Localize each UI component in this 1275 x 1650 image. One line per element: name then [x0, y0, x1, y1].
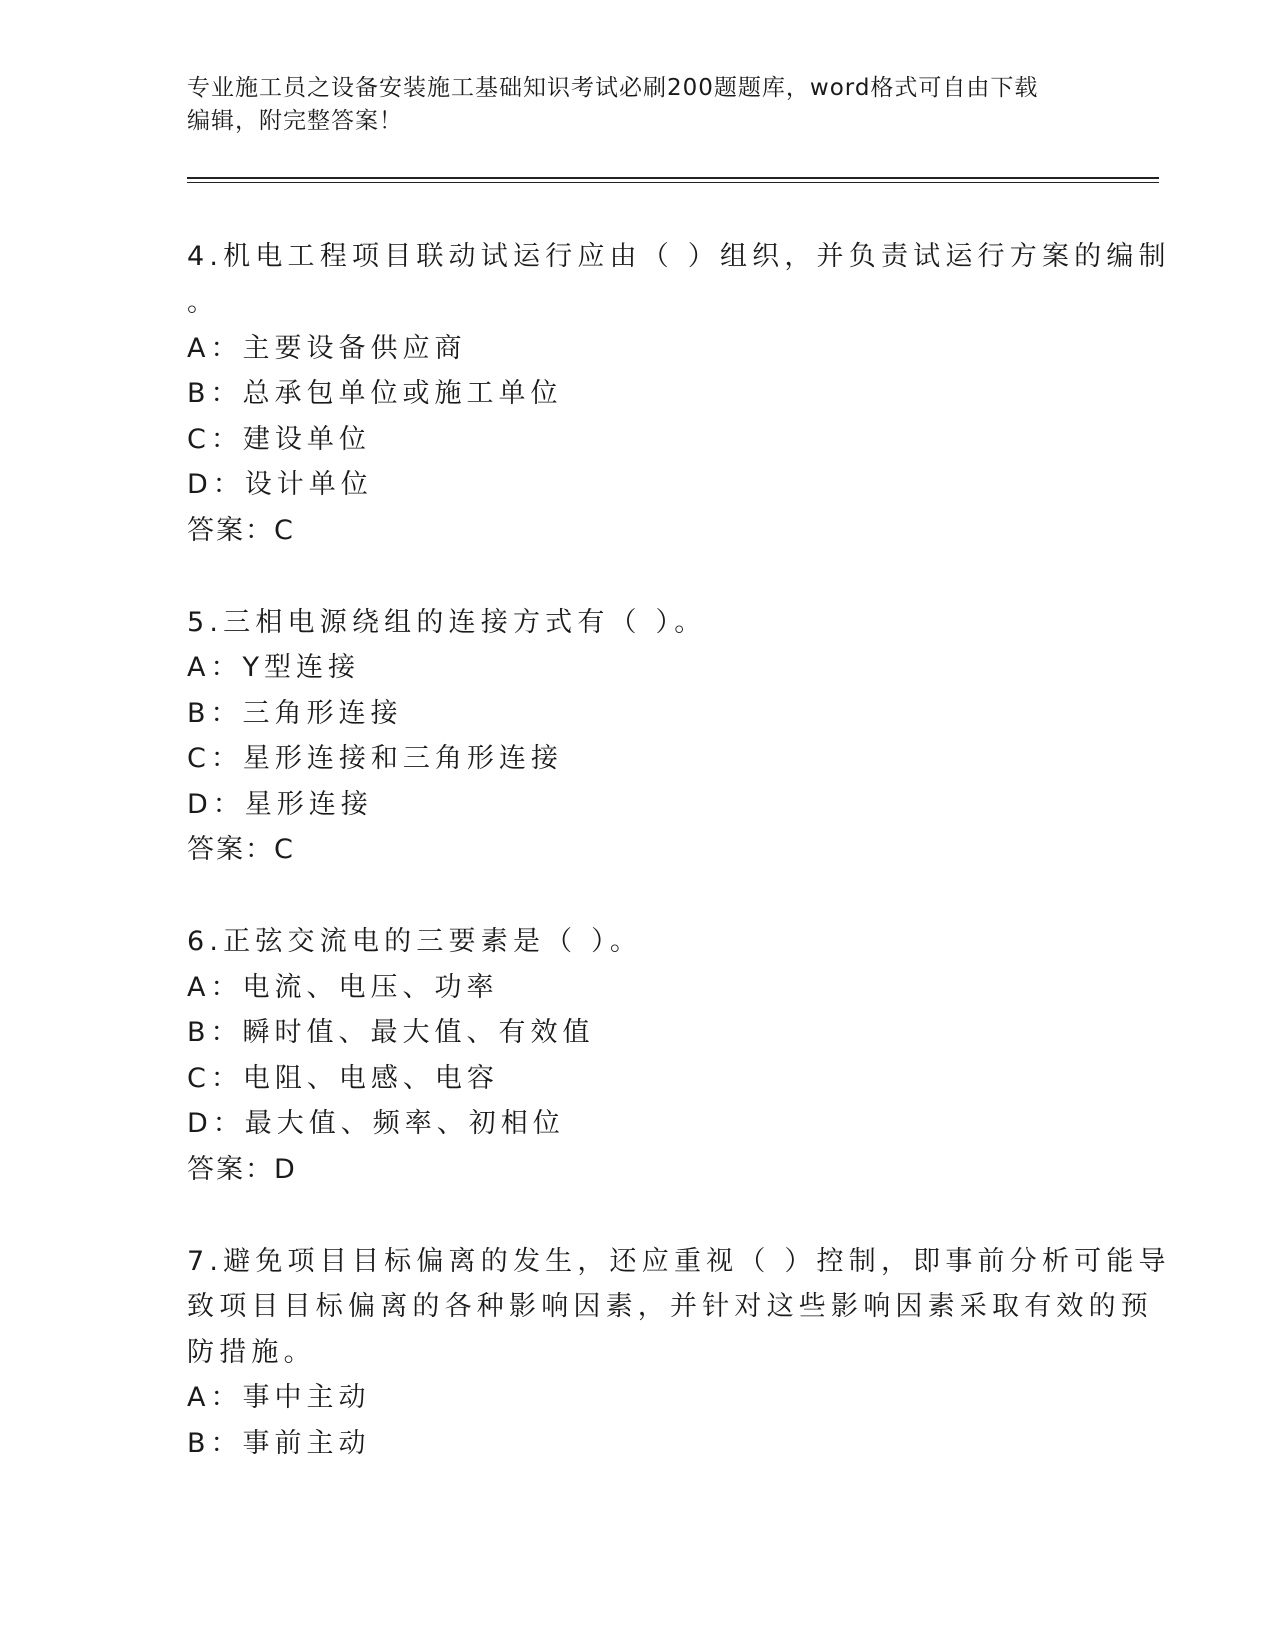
option-d: D：星形连接	[187, 788, 373, 820]
question-stem: 防措施。	[187, 1336, 316, 1368]
option-a: A：事中主动	[187, 1382, 371, 1413]
option-d: D：最大值、频率、初相位	[187, 1108, 565, 1139]
question-stem: 7.避免项目目标偏离的发生，还应重视（ ）控制，即事前分析可能导	[187, 1245, 1171, 1277]
document-header	[187, 72, 1087, 138]
option-c: C：星形连接和三角形连接	[187, 743, 563, 774]
header-line-1: 专业施工员之设备安装施工基础知识考试必刷200题题库，word格式可自由下载	[187, 75, 1039, 101]
option-a: A：电流、电压、功率	[187, 971, 499, 1003]
option-c: C：电阻、电感、电容	[187, 1062, 499, 1094]
option-a: A：Y型连接	[187, 652, 360, 683]
question-5	[187, 600, 1087, 874]
answer: 答案：D	[187, 1153, 297, 1185]
question-list	[187, 234, 1171, 1512]
answer: 答案：C	[187, 514, 295, 546]
option-a: A：主要设备供应商	[187, 332, 467, 364]
header-divider-top	[187, 177, 1159, 179]
answer: 答案：C	[187, 834, 295, 865]
question-stem: 5.三相电源绕组的连接方式有（ ）。	[187, 606, 707, 638]
option-b: B：总承包单位或施工单位	[187, 378, 563, 409]
question-stem: 4.机电工程项目联动试运行应由（ ）组织，并负责试运行方案的编制	[187, 241, 1171, 272]
option-b: B：事前主动	[187, 1427, 371, 1459]
question-stem: 。	[187, 286, 219, 318]
header-line-2: 编辑，附完整答案！	[187, 108, 403, 134]
question-6	[187, 919, 1087, 1193]
option-c: C：建设单位	[187, 423, 371, 455]
option-d: D：设计单位	[187, 469, 373, 500]
option-b: B：瞬时值、最大值、有效值	[187, 1017, 595, 1048]
header-divider-bottom	[187, 182, 1159, 183]
option-b: B：三角形连接	[187, 697, 403, 729]
question-7	[187, 1239, 1171, 1467]
question-4	[187, 234, 1171, 554]
question-stem: 6.正弦交流电的三要素是（ ）。	[187, 926, 643, 957]
question-stem: 致项目目标偏离的各种影响因素，并针对这些影响因素采取有效的预	[187, 1291, 1153, 1322]
